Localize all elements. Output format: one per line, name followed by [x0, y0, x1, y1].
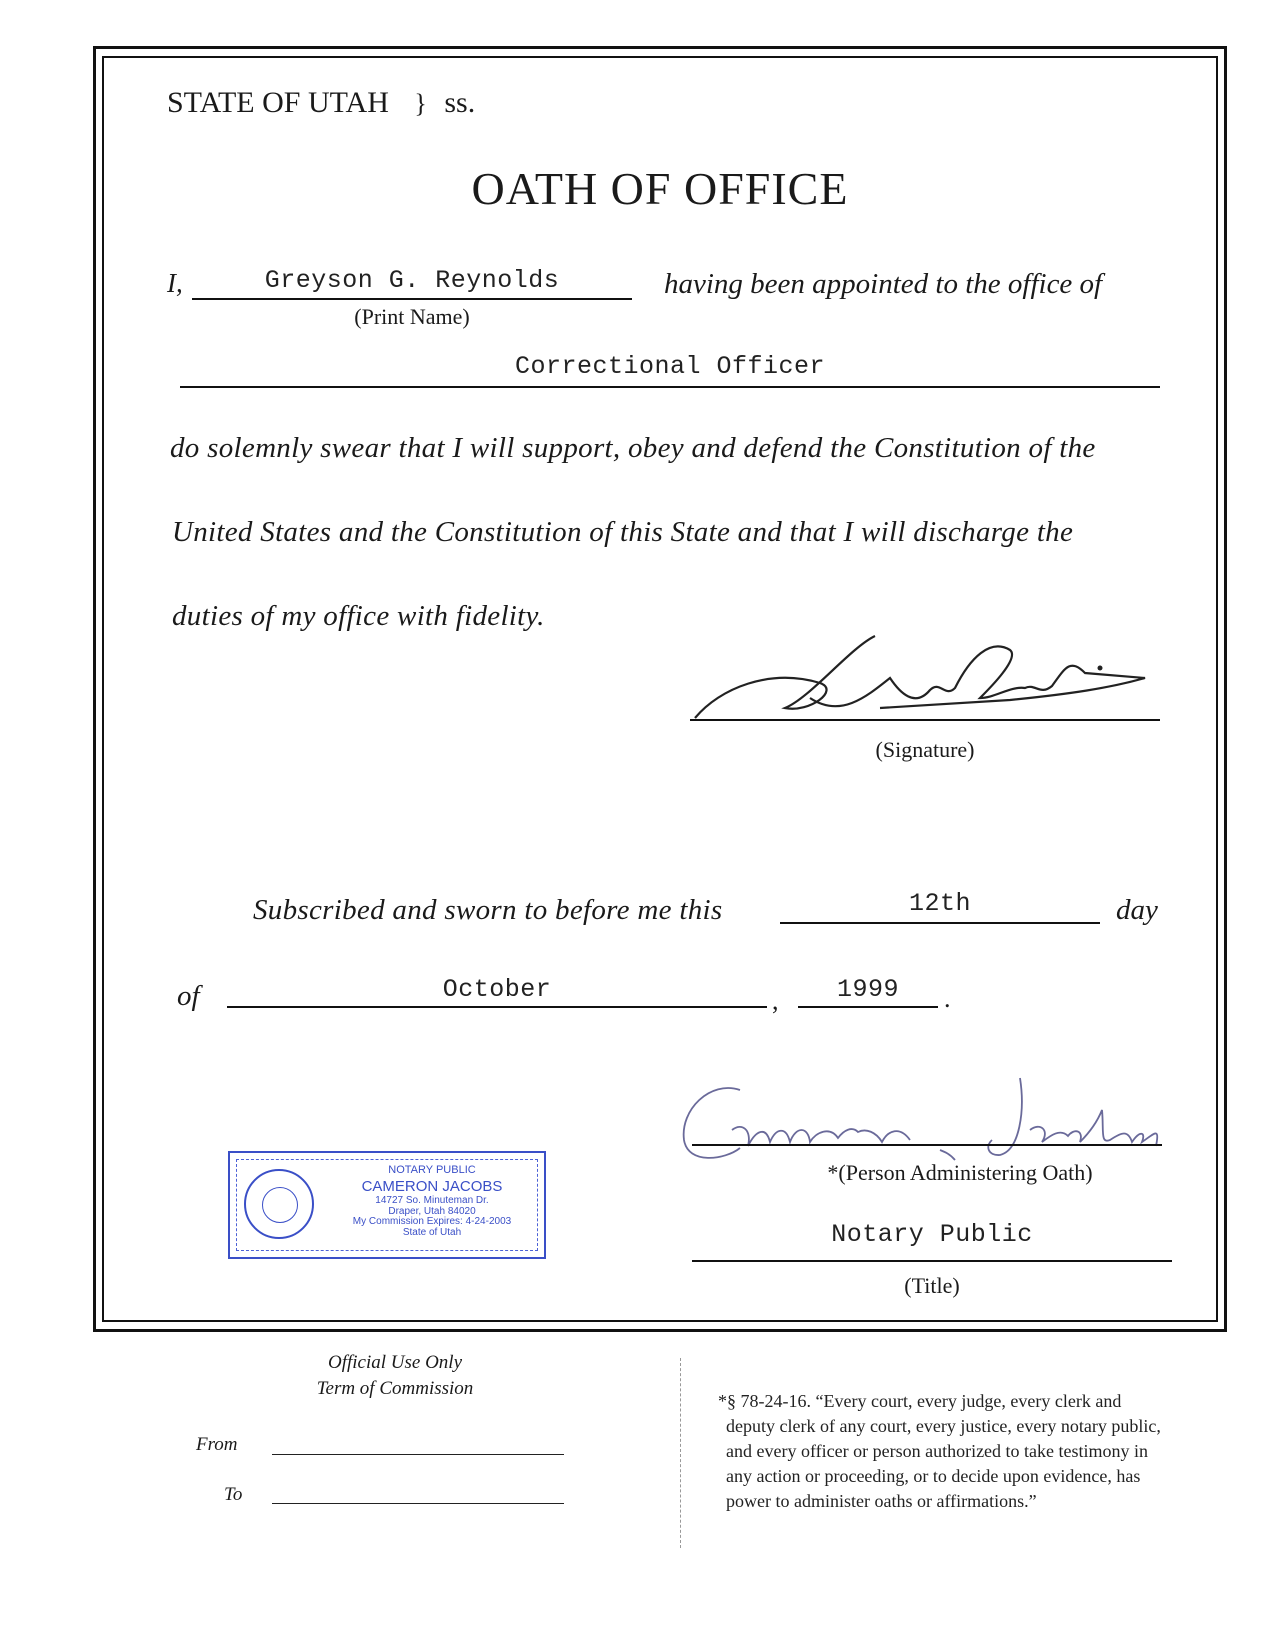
subscribed-text: Subscribed and sworn to before me this [253, 894, 723, 926]
state-name: STATE OF UTAH [167, 86, 389, 119]
day-label: day [1116, 894, 1158, 926]
state-seal-icon [244, 1169, 314, 1239]
comma: , [772, 986, 779, 1015]
name-value: Greyson G. Reynolds [264, 266, 560, 295]
official-use-heading-2: Term of Commission [316, 1378, 474, 1399]
year-value: 1999 [836, 975, 899, 1004]
stamp-line-2: CAMERON JACOBS [361, 1177, 503, 1195]
statute-line-1: *§ 78-24-16. “Every court, every judge, every clerk and [718, 1391, 1122, 1411]
statute-line-3: and every officer or person authorized to take testimony in [726, 1441, 1149, 1461]
from-label: From [196, 1434, 238, 1455]
oath-body-line-2: United States and the Constitution of this State and that I will discharge the [172, 516, 1074, 548]
day-value: 12th [908, 889, 971, 918]
name-underline [192, 298, 632, 300]
appointed-text: having been appointed to the office of [664, 268, 1103, 300]
oath-body-line-3: duties of my office with fidelity. [172, 600, 545, 632]
stamp-line-3: 14727 So. Minuteman Dr. [375, 1195, 489, 1207]
brace: } [414, 89, 427, 118]
oath-taker-signature [690, 628, 1170, 728]
day-underline [780, 922, 1100, 924]
oath-body-line-1: do solemnly swear that I will support, obey and defend the Constitution of the [170, 432, 1096, 464]
statute-line-2: deputy clerk of any court, every justice, every notary public, [726, 1416, 1161, 1436]
statute-line-4: any action or proceeding, or to decide upon evidence, has [726, 1466, 1141, 1486]
to-underline [272, 1503, 564, 1504]
footer-divider [680, 1358, 681, 1548]
title-underline [692, 1260, 1172, 1262]
stamp-line-5: My Commission Expires: 4-24-2003 [352, 1216, 512, 1228]
i-label: I, [167, 268, 183, 298]
print-name-label: (Print Name) [354, 304, 470, 329]
state-heading [167, 86, 475, 120]
statute-line-5: power to administer oaths or affirmations.” [726, 1491, 1037, 1511]
signature-underline [690, 719, 1160, 721]
year-underline [798, 1006, 938, 1008]
from-underline [272, 1454, 564, 1455]
administering-underline [692, 1144, 1162, 1146]
official-use-heading-1: Official Use Only [327, 1352, 463, 1373]
signature-label: (Signature) [875, 737, 975, 762]
notary-stamp [228, 1151, 546, 1259]
document-title: OATH OF OFFICE [471, 163, 849, 214]
stamp-line-6: State of Utah [402, 1226, 462, 1238]
stamp-line-1: NOTARY PUBLIC [388, 1164, 476, 1176]
title-label: (Title) [904, 1273, 960, 1298]
administering-label: *(Person Administering Oath) [827, 1160, 1093, 1185]
ss-label: ss. [444, 86, 476, 119]
statute-text [718, 1389, 1161, 1514]
administering-signature [670, 1070, 1210, 1170]
month-value: October [442, 975, 552, 1004]
of-label: of [177, 980, 200, 1012]
stamp-line-4: Draper, Utah 84020 [388, 1205, 476, 1217]
title-value: Notary Public [831, 1220, 1033, 1249]
month-underline [227, 1006, 767, 1008]
period: . [944, 984, 951, 1013]
office-value: Correctional Officer [514, 352, 826, 381]
official-use-heading [260, 1350, 530, 1402]
office-underline [180, 386, 1160, 388]
to-label: To [224, 1484, 243, 1505]
